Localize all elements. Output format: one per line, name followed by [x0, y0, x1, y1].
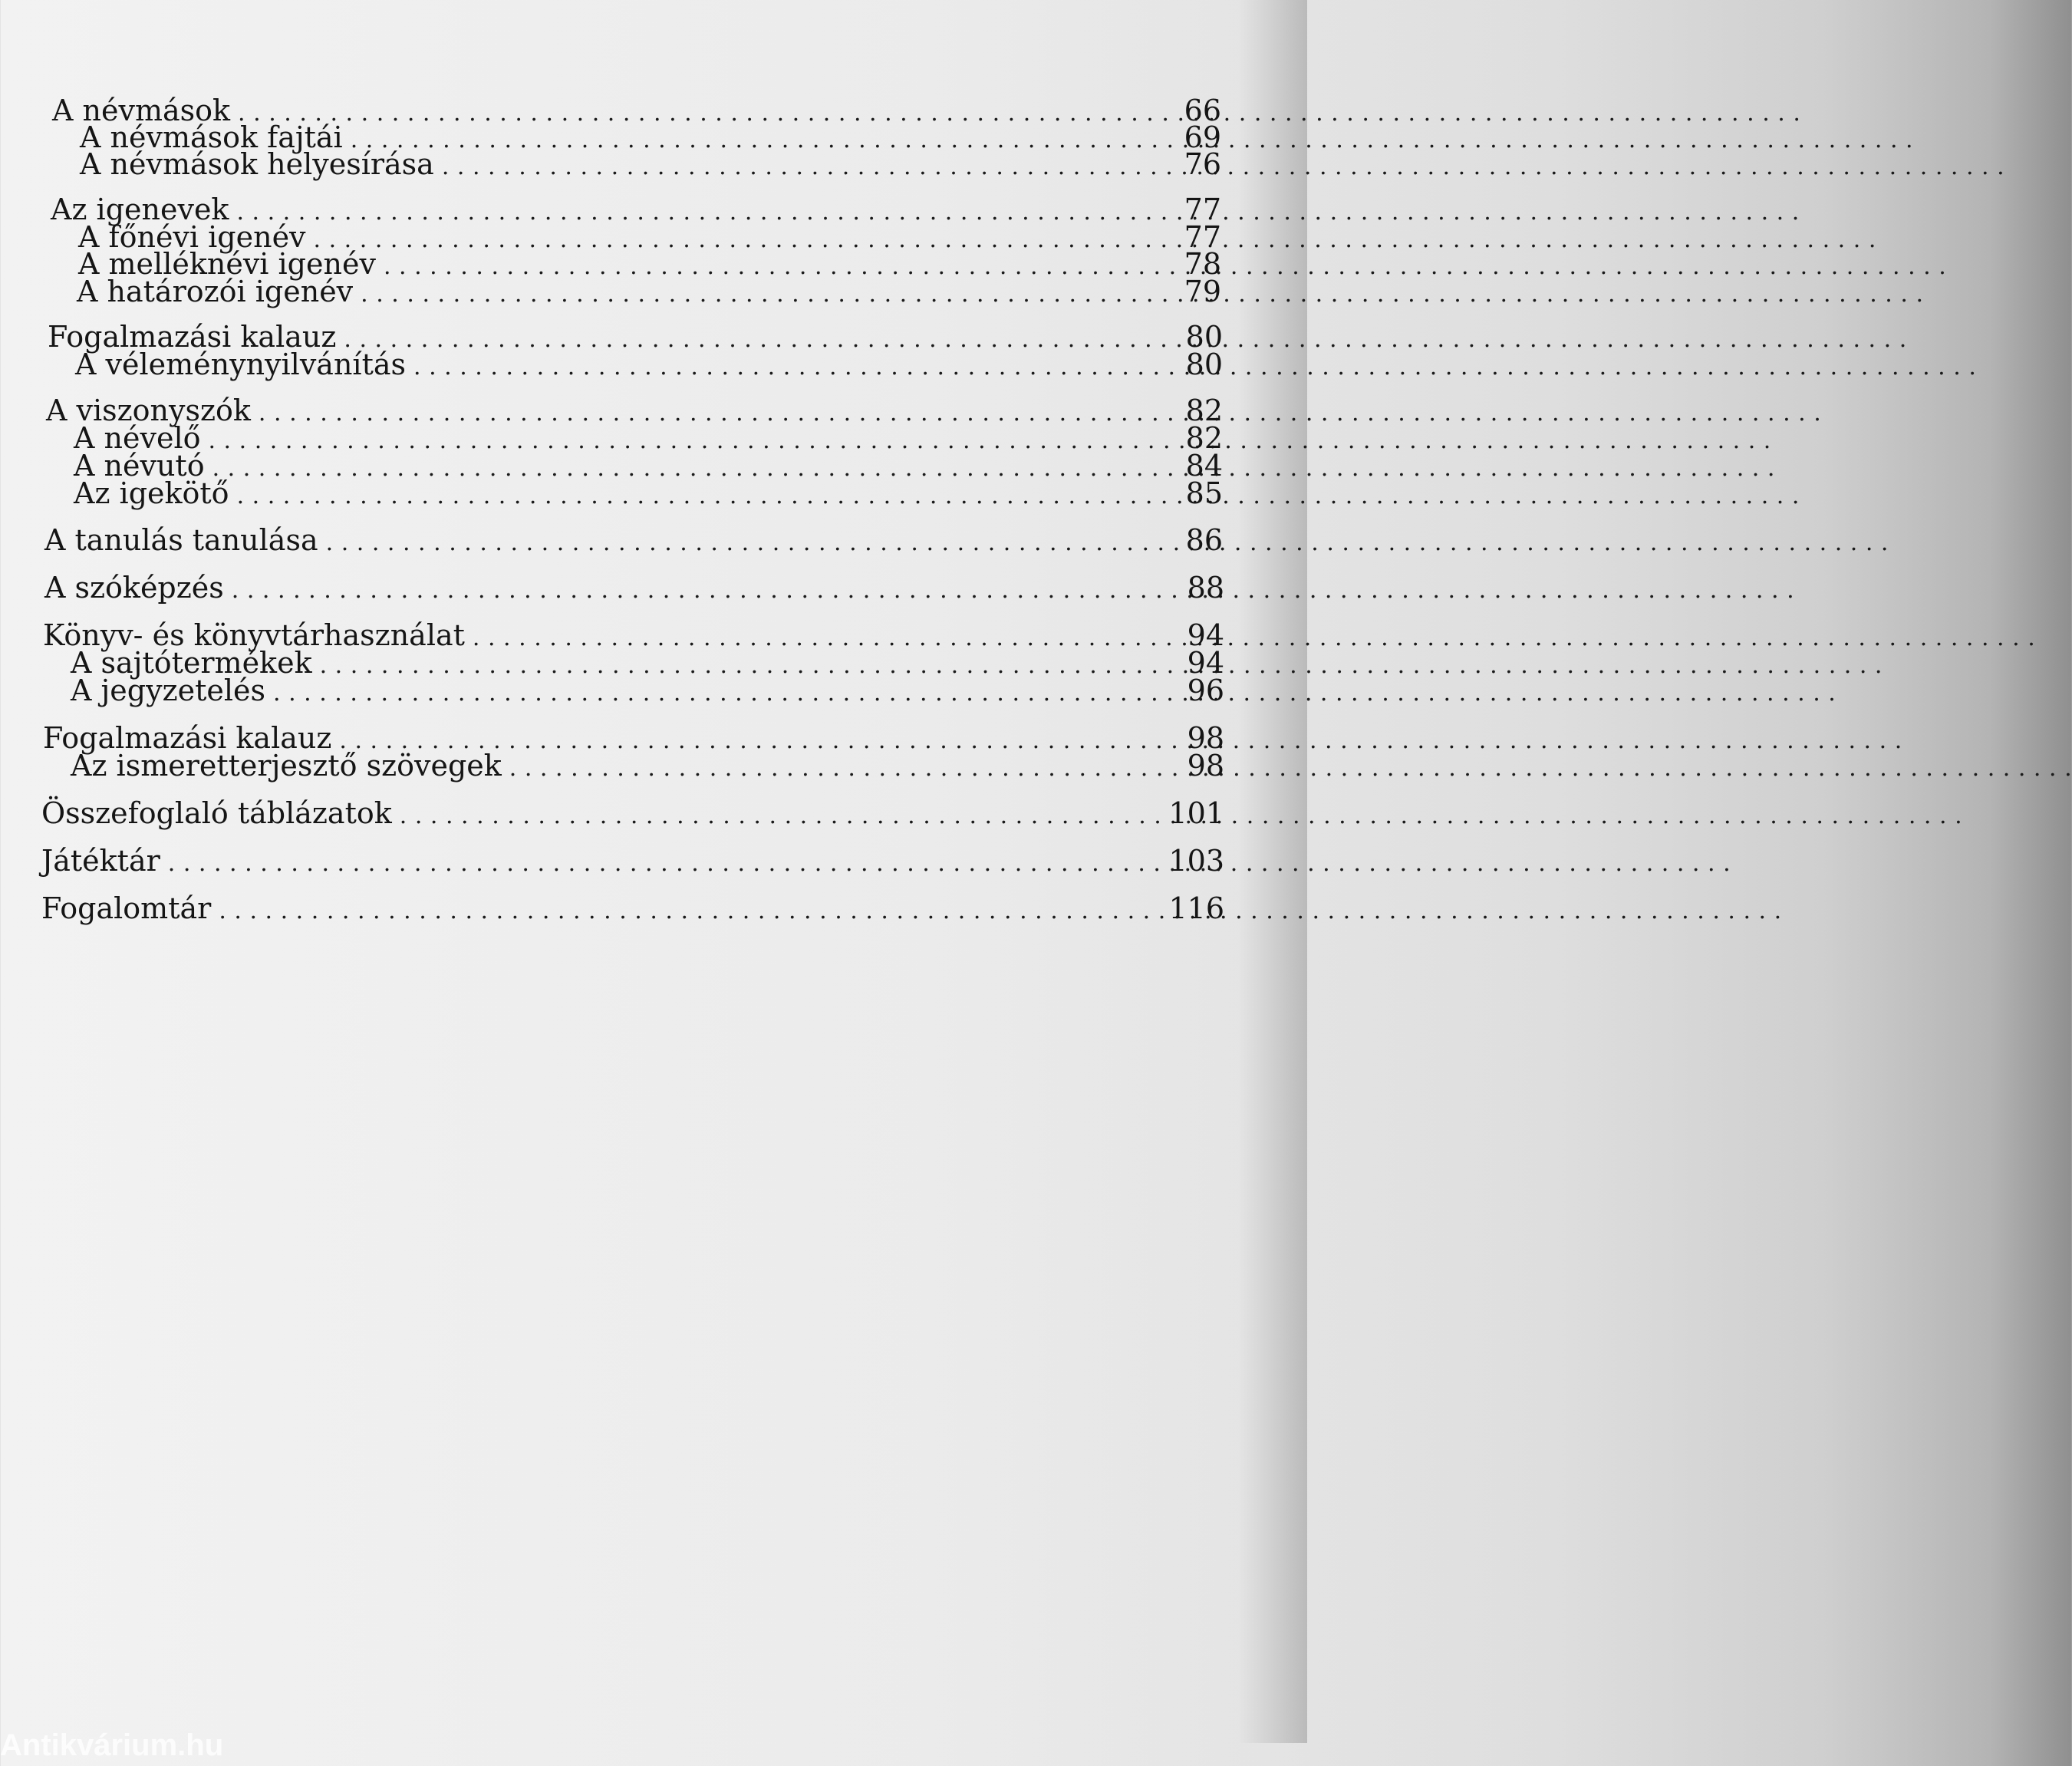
toc-entry-page-number: 78 [1184, 247, 1221, 281]
toc-entry-page-number: 80 [1185, 348, 1223, 381]
toc-entry-page-number: 94 [1187, 618, 1224, 652]
toc-entry-title: Játéktár [41, 844, 160, 878]
toc-entry-page-number: 98 [1187, 749, 1224, 783]
toc-entry-page-number: 82 [1185, 394, 1223, 427]
toc-entry-page-number: 84 [1185, 449, 1223, 483]
toc-entry-title: A melléknévi igenév [78, 247, 376, 281]
toc-entry-page-number: 77 [1184, 193, 1221, 226]
toc-dot-leader [168, 844, 1731, 884]
toc-entry-title: A névmások fajtái [80, 120, 343, 154]
toc-entry-title: Fogalmazási kalauz [48, 320, 337, 354]
toc-entry-title: A határozói igenév [77, 275, 354, 308]
toc-dot-leader [361, 275, 1923, 315]
toc-entry-title: A sajtótermékek [71, 646, 312, 680]
toc-entry-page-number: 101 [1168, 796, 1224, 830]
toc-entry-page-number: 85 [1185, 476, 1223, 510]
toc-entry-page-number: 88 [1187, 571, 1224, 605]
toc-entry-title: A viszonyszók [46, 394, 251, 427]
toc-entry-page-number: 79 [1184, 275, 1221, 308]
toc-dot-leader [219, 891, 1781, 931]
toc-dot-leader [509, 749, 2072, 789]
watermark: Antikvárium.hu [0, 1728, 224, 1762]
toc-entry-title: A jegyzetelés [71, 674, 265, 707]
toc-entry-title: Az igenevek [51, 193, 229, 226]
toc-entry [44, 520, 1223, 560]
toc-dot-leader [442, 147, 2004, 187]
toc-entry-title: A névmások helyesírása [80, 147, 434, 181]
toc-entry-title: A névmások [52, 94, 231, 127]
toc-dot-leader [326, 523, 1889, 563]
toc-entry [71, 746, 1224, 786]
toc-entry-title: A főnévi igenév [78, 220, 306, 254]
toc-entry-title: A névutó [74, 449, 205, 483]
toc-entry-page-number: 98 [1187, 721, 1224, 755]
toc-entry-page-number: 80 [1185, 320, 1223, 354]
toc-entry-title: A szóképzés [44, 571, 224, 605]
toc-entry [71, 670, 1224, 710]
toc-entry-title: Fogalmazási kalauz [43, 721, 332, 755]
toc-entry-page-number: 116 [1168, 891, 1224, 925]
toc-entry [80, 144, 1221, 184]
toc-entry [41, 888, 1224, 928]
toc-entry [74, 473, 1223, 513]
toc-entry-title: Összefoglaló táblázatok [41, 796, 392, 830]
toc-entry-title: Az igekötő [74, 476, 229, 510]
toc-entry-title: Az ismeretterjesztő szövegek [71, 749, 502, 783]
toc-entry-title: Fogalomtár [41, 891, 212, 925]
toc-entry-title: A névelő [74, 421, 201, 455]
toc-entry-page-number: 86 [1185, 523, 1223, 557]
toc-entry-page-number: 66 [1184, 94, 1221, 127]
toc-entry-page-number: 103 [1168, 844, 1224, 878]
toc-entry [44, 568, 1224, 608]
toc-entry [41, 841, 1224, 881]
toc-entry-page-number: 82 [1185, 421, 1223, 455]
toc-dot-leader [273, 674, 1836, 713]
toc-entry [75, 344, 1223, 384]
toc-entry-page-number: 76 [1184, 147, 1221, 181]
toc-dot-leader [237, 476, 1800, 516]
toc-entry-title: Könyv- és könyvtárhasználat [43, 618, 465, 652]
toc-entry-title: A véleménynyilvánítás [75, 348, 407, 381]
toc-entry-title: A tanulás tanulása [44, 523, 318, 557]
toc-entry [77, 272, 1221, 311]
toc-entry-page-number: 96 [1187, 674, 1224, 707]
toc-entry [41, 793, 1224, 833]
toc-entry-page-number: 77 [1184, 220, 1221, 254]
toc-dot-leader [232, 571, 1794, 611]
toc-entry-page-number: 69 [1184, 120, 1221, 154]
toc-entry-page-number: 94 [1187, 646, 1224, 680]
